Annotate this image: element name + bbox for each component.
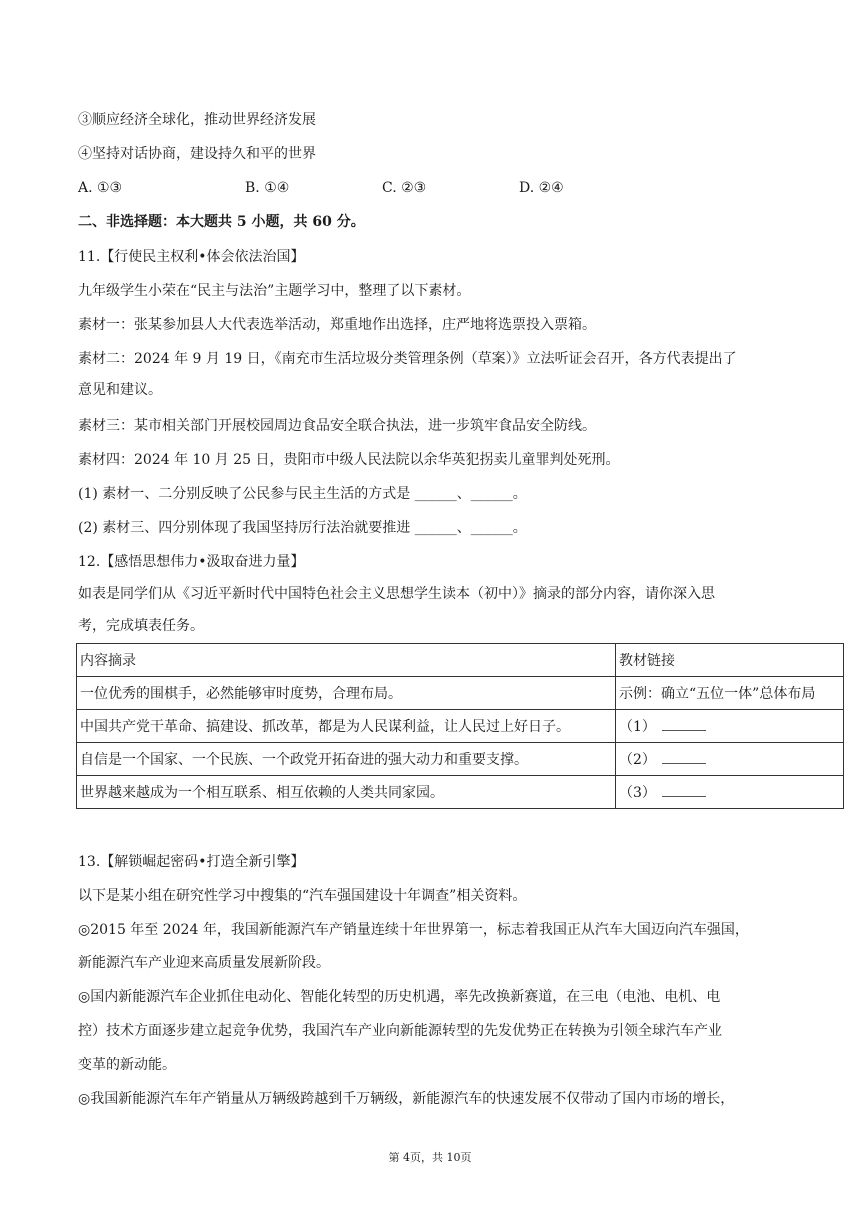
choice-b: B. ①④ bbox=[245, 180, 290, 196]
page-footer: 第 4页，共 10页 bbox=[388, 1151, 472, 1164]
answer-blank[interactable] bbox=[662, 753, 706, 764]
table-header-link: 教材链接 bbox=[616, 644, 844, 677]
answer-blank[interactable] bbox=[662, 786, 706, 797]
q11-material-2: 素材二：2024 年 9 月 19 日，《南充市生活垃圾分类管理条例（草案）》立法听证会召开，各方代表提出了 bbox=[78, 351, 737, 367]
table-row bbox=[77, 743, 844, 776]
table-cell-excerpt: 中国共产党干革命、搞建设、抓改革，都是为人民谋利益，让人民过上好日子。 bbox=[77, 710, 616, 743]
q13-paragraph-1: ◎2015 年至 2024 年，我国新能源汽车产销量连续十年世界第一，标志着我国正从汽车大国迈向汽车强国， bbox=[78, 922, 749, 938]
blank-label: （2） bbox=[619, 752, 656, 768]
blank-label: （1） bbox=[619, 719, 656, 735]
excerpt-table bbox=[76, 643, 844, 809]
q11-subquestion-2: (2) 素材三、四分别体现了我国坚持厉行法治就要推进 ______、______。 bbox=[78, 520, 527, 536]
q13-title: 13.【解锁崛起密码•打造全新引擎】 bbox=[78, 854, 305, 870]
q11-material-1: 素材一：张某参加县人大代表选举活动，郑重地作出选择，庄严地将选票投入票箱。 bbox=[78, 317, 596, 333]
section-heading: 二、非选择题：本大题共 5 小题，共 60 分。 bbox=[78, 214, 365, 230]
table-row bbox=[77, 677, 844, 710]
table-cell-link[interactable] bbox=[616, 743, 844, 776]
table-header-excerpt: 内容摘录 bbox=[77, 644, 616, 677]
q13-paragraph-2: ◎国内新能源汽车企业抓住电动化、智能化转型的历史机遇，率先改换新赛道，在三电（电池、电机、电 bbox=[78, 989, 721, 1005]
q13-paragraph-1-cont: 新能源汽车产业迎来高质量发展新阶段。 bbox=[78, 955, 330, 971]
table-cell-excerpt: 自信是一个国家、一个民族、一个政党开拓奋进的强大动力和重要支撑。 bbox=[77, 743, 616, 776]
q11-material-3: 素材三：某市相关部门开展校园周边食品安全联合执法，进一步筑牢食品安全防线。 bbox=[78, 418, 596, 434]
blank-label: （3） bbox=[619, 785, 656, 801]
answer-blank[interactable] bbox=[662, 720, 706, 731]
table-cell-link[interactable] bbox=[616, 776, 844, 809]
table-cell-link: 示例：确立“五位一体”总体布局 bbox=[616, 677, 844, 710]
table-cell-link[interactable] bbox=[616, 710, 844, 743]
q12-intro: 如表是同学们从《习近平新时代中国特色社会主义思想学生读本（初中）》摘录的部分内容，请你深入思 bbox=[78, 586, 715, 602]
choice-a: A. ①③ bbox=[78, 180, 123, 196]
q13-paragraph-3: ◎我国新能源汽车年产销量从万辆级跨越到千万辆级，新能源汽车的快速发展不仅带动了国内市场的增长， bbox=[78, 1091, 735, 1107]
q12-title: 12.【感悟思想伟力•汲取奋进力量】 bbox=[78, 554, 305, 570]
table-row bbox=[77, 776, 844, 809]
q11-material-2-cont: 意见和建议。 bbox=[78, 382, 162, 398]
choice-d: D. ②④ bbox=[519, 180, 564, 196]
q12-intro-cont: 考，完成填表任务。 bbox=[78, 618, 204, 634]
q11-subquestion-1: (1) 素材一、二分别反映了公民参与民主生活的方式是 ______、______。 bbox=[78, 486, 527, 502]
q11-material-4: 素材四：2024 年 10 月 25 日，贵阳市中级人民法院以余华英犯拐卖儿童罪判处死刑。 bbox=[78, 452, 620, 468]
table-row bbox=[77, 710, 844, 743]
table-cell-excerpt: 世界越来越成为一个相互联系、相互依赖的人类共同家园。 bbox=[77, 776, 616, 809]
q11-intro: 九年级学生小荣在“民主与法治”主题学习中，整理了以下素材。 bbox=[78, 283, 471, 299]
q13-paragraph-2-cont: 控）技术方面逐步建立起竞争优势，我国汽车产业向新能源转型的先发优势正在转换为引领全球汽车产业 bbox=[78, 1023, 722, 1039]
table-cell-excerpt: 一位优秀的围棋手，必然能够审时度势，合理布局。 bbox=[77, 677, 616, 710]
option-statement-3: ③顺应经济全球化，推动世界经济发展 bbox=[78, 112, 316, 128]
option-statement-4: ④坚持对话协商，建设持久和平的世界 bbox=[78, 146, 316, 162]
q13-paragraph-2-end: 变革的新动能。 bbox=[78, 1057, 176, 1073]
q13-intro: 以下是某小组在研究性学习中搜集的“汽车强国建设十年调查”相关资料。 bbox=[78, 888, 527, 904]
table-header-row bbox=[77, 644, 844, 677]
choice-c: C. ②③ bbox=[382, 180, 427, 196]
q11-title: 11.【行使民主权利•体会依法治国】 bbox=[78, 249, 305, 265]
